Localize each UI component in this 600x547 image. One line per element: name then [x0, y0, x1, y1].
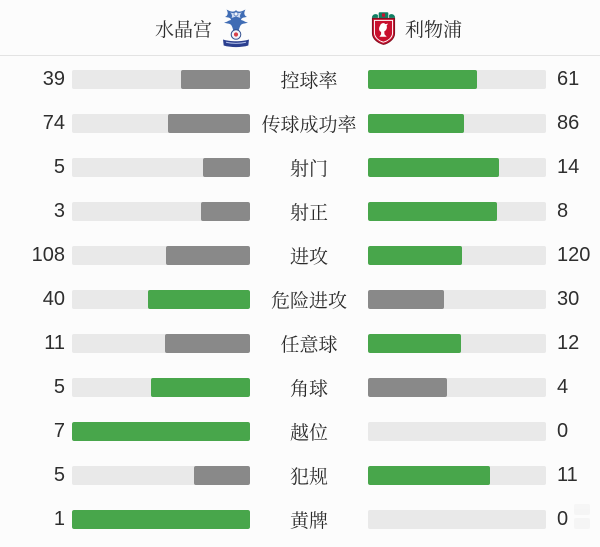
away-value: 8	[557, 200, 569, 222]
stat-label: 越位	[289, 422, 328, 444]
away-value: 0	[557, 420, 569, 442]
home-bar	[72, 114, 250, 133]
home-value: 40	[42, 288, 65, 310]
away-value: 0	[557, 508, 569, 530]
stats-list	[0, 56, 600, 541]
home-value: 3	[53, 200, 65, 222]
stat-label: 传球成功率	[261, 114, 357, 136]
stat-row	[0, 101, 600, 145]
away-bar-fill	[368, 202, 497, 221]
home-bar	[72, 158, 250, 177]
away-bar	[368, 290, 546, 309]
home-bar-fill	[181, 70, 250, 89]
stat-label: 控球率	[280, 70, 338, 92]
home-bar-fill	[168, 114, 250, 133]
home-bar	[72, 70, 250, 89]
home-bar	[72, 378, 250, 397]
home-value: 5	[53, 156, 65, 178]
home-value: 5	[53, 376, 65, 398]
away-bar-fill	[368, 378, 447, 397]
stat-label: 射正	[289, 202, 328, 224]
away-bar	[368, 70, 546, 89]
stat-row	[0, 321, 600, 365]
liverpool-crest-icon	[370, 11, 397, 46]
home-value: 5	[53, 464, 65, 486]
away-bar-fill	[368, 466, 490, 485]
home-bar	[72, 202, 250, 221]
away-value: 61	[557, 68, 580, 90]
team-home	[155, 0, 252, 56]
away-bar-fill	[368, 334, 461, 353]
stat-label: 黄牌	[289, 510, 328, 532]
home-value: 7	[53, 420, 65, 442]
home-bar	[72, 422, 250, 441]
stat-label: 射门	[289, 158, 328, 180]
home-bar-fill	[151, 378, 250, 397]
team-home-name: 水晶宫	[155, 19, 213, 41]
away-value: 14	[557, 156, 580, 178]
away-bar	[368, 114, 546, 133]
stat-row	[0, 145, 600, 189]
stat-label: 进攻	[289, 246, 328, 268]
home-value: 108	[31, 244, 65, 266]
away-bar-fill	[368, 290, 444, 309]
watermark	[574, 504, 590, 529]
home-bar-fill	[203, 158, 250, 177]
home-value: 1	[53, 508, 65, 530]
home-bar-fill	[72, 422, 250, 441]
home-bar-fill	[165, 334, 250, 353]
away-bar	[368, 510, 546, 529]
away-bar	[368, 334, 546, 353]
team-away	[370, 0, 462, 56]
away-value: 11	[557, 464, 578, 486]
stat-row	[0, 233, 600, 277]
stat-label: 危险进攻	[270, 290, 347, 312]
stat-row	[0, 409, 600, 453]
away-value: 12	[557, 332, 580, 354]
stat-row	[0, 57, 600, 101]
stat-row	[0, 497, 600, 541]
away-bar-fill	[368, 114, 464, 133]
away-value: 4	[557, 376, 569, 398]
stat-row	[0, 453, 600, 497]
away-bar	[368, 422, 546, 441]
home-value: 11	[44, 332, 65, 354]
away-bar	[368, 466, 546, 485]
home-bar-fill	[72, 510, 250, 529]
away-bar-fill	[368, 158, 499, 177]
home-bar-fill	[194, 466, 250, 485]
home-bar	[72, 334, 250, 353]
home-bar-fill	[148, 290, 250, 309]
stat-row	[0, 189, 600, 233]
stat-row	[0, 365, 600, 409]
away-value: 120	[557, 244, 591, 266]
home-value: 74	[42, 112, 65, 134]
away-value: 30	[557, 288, 580, 310]
away-bar-fill	[368, 246, 462, 265]
crystal-palace-crest-icon	[220, 7, 252, 49]
stat-label: 犯规	[289, 466, 328, 488]
home-value: 39	[42, 68, 65, 90]
home-bar	[72, 246, 250, 265]
stat-label: 任意球	[280, 334, 338, 356]
home-bar	[72, 466, 250, 485]
away-bar	[368, 378, 546, 397]
stat-label: 角球	[289, 378, 328, 400]
away-bar-fill	[368, 70, 477, 89]
away-bar	[368, 158, 546, 177]
away-value: 86	[557, 112, 580, 134]
header	[0, 0, 600, 56]
away-bar	[368, 202, 546, 221]
away-bar	[368, 246, 546, 265]
home-bar	[72, 290, 250, 309]
home-bar-fill	[201, 202, 250, 221]
team-away-name: 利物浦	[405, 19, 463, 41]
stat-row	[0, 277, 600, 321]
home-bar	[72, 510, 250, 529]
home-bar-fill	[166, 246, 250, 265]
